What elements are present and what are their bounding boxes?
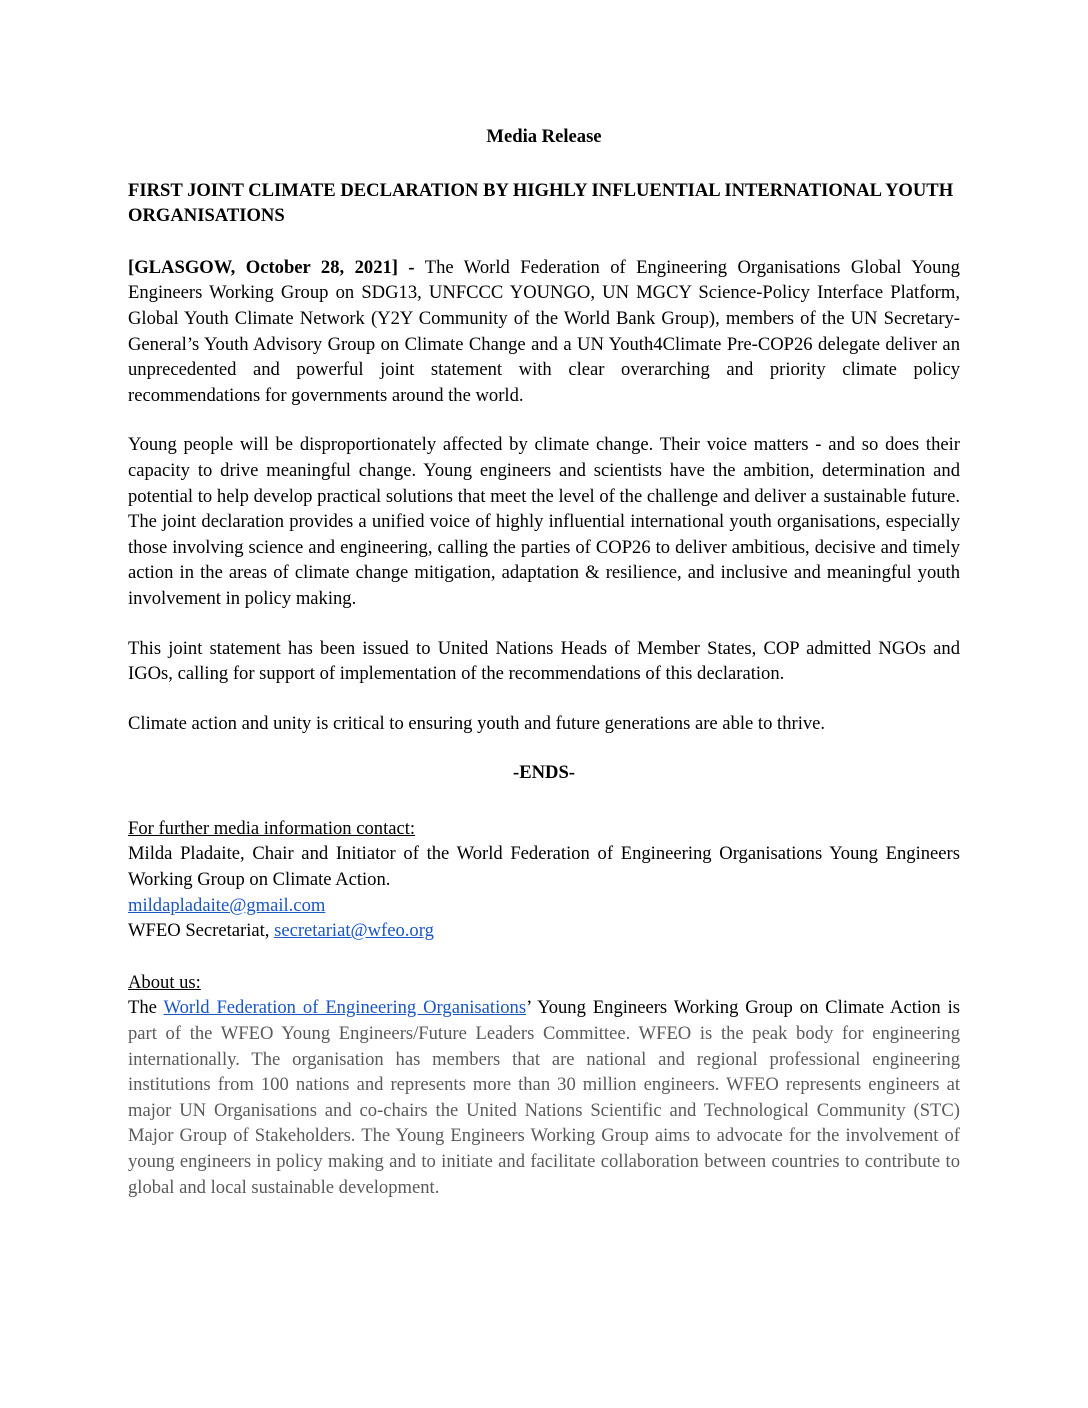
about-section — [128, 970, 960, 1200]
about-paragraph — [128, 995, 960, 1200]
contact-email-link[interactable]: mildapladaite@gmail.com — [128, 894, 326, 916]
dateline: [GLASGOW, October 28, 2021] - — [128, 256, 415, 278]
contact-section — [128, 816, 960, 944]
secretariat-line — [128, 918, 960, 944]
headline: FIRST JOINT CLIMATE DECLARATION BY HIGHLY INFLUENTIAL INTERNATIONAL YOUTH ORGANISATIONS — [128, 179, 954, 227]
release-label: Media Release — [486, 126, 602, 147]
secretariat-prefix: WFEO Secretariat, — [128, 920, 275, 942]
about-intro-prefix: The — [128, 997, 164, 1019]
contact-person: Milda Pladaite, Chair and Initiator of the World Federation of Engineering Organisations Young Engineers Working Group on Climate Action. — [128, 843, 960, 891]
paragraph-intro — [128, 255, 960, 409]
document-page — [128, 124, 960, 1200]
paragraph-issued: This joint statement has been issued to United Nations Heads of Member States, COP admitted NGOs and IGOs, calling for support of implementation of the recommendations of this declaration. — [128, 637, 960, 685]
paragraph-unity: Climate action and unity is critical to ensuring youth and future generations are able to thrive. — [128, 712, 826, 734]
ends-marker: -ENDS- — [513, 762, 575, 784]
paragraph-youth: Young people will be disproportionately affected by climate change. Their voice matters - and so does their capacity to drive meaningful change. Young engineers and scientists have the ambition, determination and potential to help develop practical solutions that meet the level of the challenge and deliver a sustainable future. The joint declaration provides a unified voice of highly influential international youth organisations, especially those involving science and engineering, calling the parties of COP26 to deliver ambitious, decisive and timely action in the areas of climate change mitigation, adaptation & resilience, and inclusive and meaningful youth involvement in policy making. — [128, 434, 960, 609]
secretariat-email-link[interactable]: secretariat@wfeo.org — [274, 920, 434, 942]
wfeo-link[interactable]: World Federation of Engineering Organisations — [163, 997, 527, 1019]
about-body: part of the WFEO Young Engineers/Future Leaders Committee. WFEO is the peak body for engineering internationally. The organisation has members that are national and regional professional engineering institutions from 100 nations and represents more than 30 million engineers. WFEO represents engineers at major UN Organisations and co-chairs the United Nations Scientific and Technological Community (STC) Major Group of Stakeholders. The Young Engineers Working Group aims to advocate for the involvement of young engineers in policy making and to initiate and facilitate collaboration between countries to contribute to global and local sustainable development. — [128, 1023, 960, 1198]
about-intro-suffix: ’ Young Engineers Working Group on Climate Action is — [526, 997, 960, 1019]
contact-heading: For further media information contact: — [128, 817, 416, 839]
about-heading: About us: — [128, 971, 201, 993]
paragraph-intro-body: The World Federation of Engineering Organisations Global Young Engineers Working Group on SDG13, UNFCCC YOUNGO, UN MGCY Science-Policy Interface Platform, Global Youth Climate Network (Y2Y Community of the World Bank Group), members of the UN Secretary-General’s Youth Advisory Group on Climate Change and a UN Youth4Climate Pre-COP26 delegate deliver an unprecedented and powerful joint statement with clear overarching and priority climate policy recommendations for governments around the world. — [128, 256, 960, 406]
